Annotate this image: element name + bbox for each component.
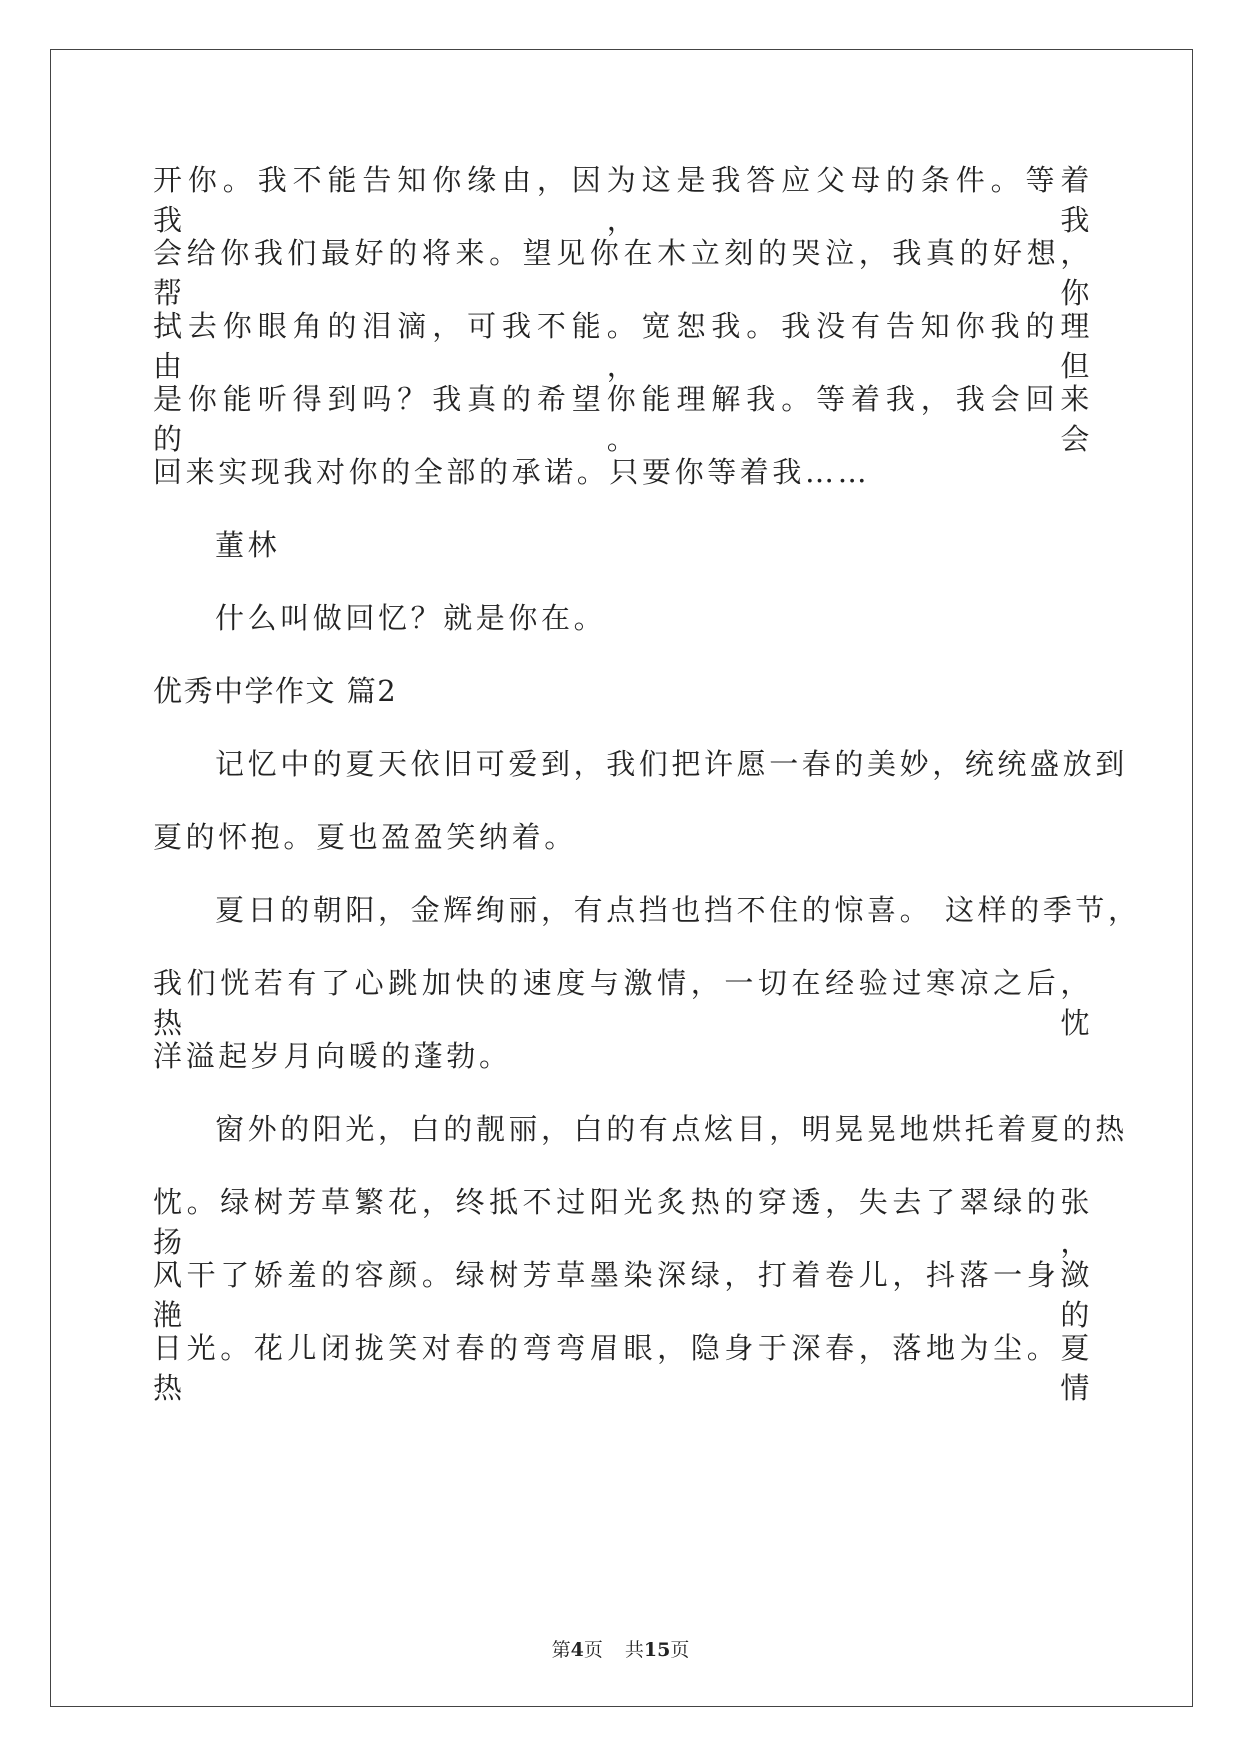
- paragraph-line: 我们恍若有了心跳加快的速度与激情，一切在经验过寒凉之后，热忱: [153, 966, 1093, 1040]
- footer-page-suffix: 页: [583, 1639, 603, 1661]
- section-heading: 优秀中学作文 篇2: [153, 674, 398, 708]
- paragraph-line: 夏日的朝阳，金辉绚丽，有点挡也挡不住的惊喜。 这样的季节，: [215, 893, 1141, 927]
- paragraph-line: 什么叫做回忆？就是你在。: [215, 601, 607, 635]
- paragraph-line: 开你。我不能告知你缘由，因为这是我答应父母的条件。等着我，我: [153, 163, 1093, 237]
- footer-prefix: 第: [551, 1639, 571, 1661]
- paragraph-line: 回来实现我对你的全部的承诺。只要你等着我……: [153, 455, 871, 489]
- current-page-number: 4: [570, 1639, 584, 1661]
- paragraph-line: 窗外的阳光，白的靓丽，白的有点炫目，明晃晃地烘托着夏的热: [215, 1112, 1128, 1146]
- paragraph-line: 夏的怀抱。夏也盈盈笑纳着。: [153, 820, 577, 854]
- paragraph-line: 会给你我们最好的将来。望见你在木立刻的哭泣，我真的好想，帮你: [153, 236, 1093, 310]
- page-footer: [0, 1635, 1241, 1662]
- paragraph-line: 忱。绿树芳草繁花，终抵不过阳光炙热的穿透，失去了翠绿的张扬，: [153, 1185, 1093, 1259]
- paragraph-line: 洋溢起岁月向暖的蓬勃。: [153, 1039, 512, 1073]
- total-page-count: 15: [643, 1639, 671, 1661]
- paragraph-line: 是你能听得到吗？我真的希望你能理解我。等着我，我会回来的。会: [153, 382, 1093, 456]
- paragraph-line: 拭去你眼角的泪滴，可我不能。宽恕我。我没有告知你我的理由，但: [153, 309, 1093, 383]
- paragraph-line: 日光。花儿闭拢笑对春的弯弯眉眼，隐身于深春，落地为尘。夏热情: [153, 1331, 1093, 1405]
- author-signature: 董林: [215, 528, 281, 562]
- footer-total-suffix: 页: [670, 1639, 690, 1661]
- footer-total-prefix: 共: [624, 1639, 644, 1661]
- paragraph-line: 记忆中的夏天依旧可爱到，我们把许愿一春的美妙，统统盛放到: [215, 747, 1128, 781]
- paragraph-line: 风干了娇羞的容颜。绿树芳草墨染深绿，打着卷儿，抖落一身潋滟的: [153, 1258, 1093, 1332]
